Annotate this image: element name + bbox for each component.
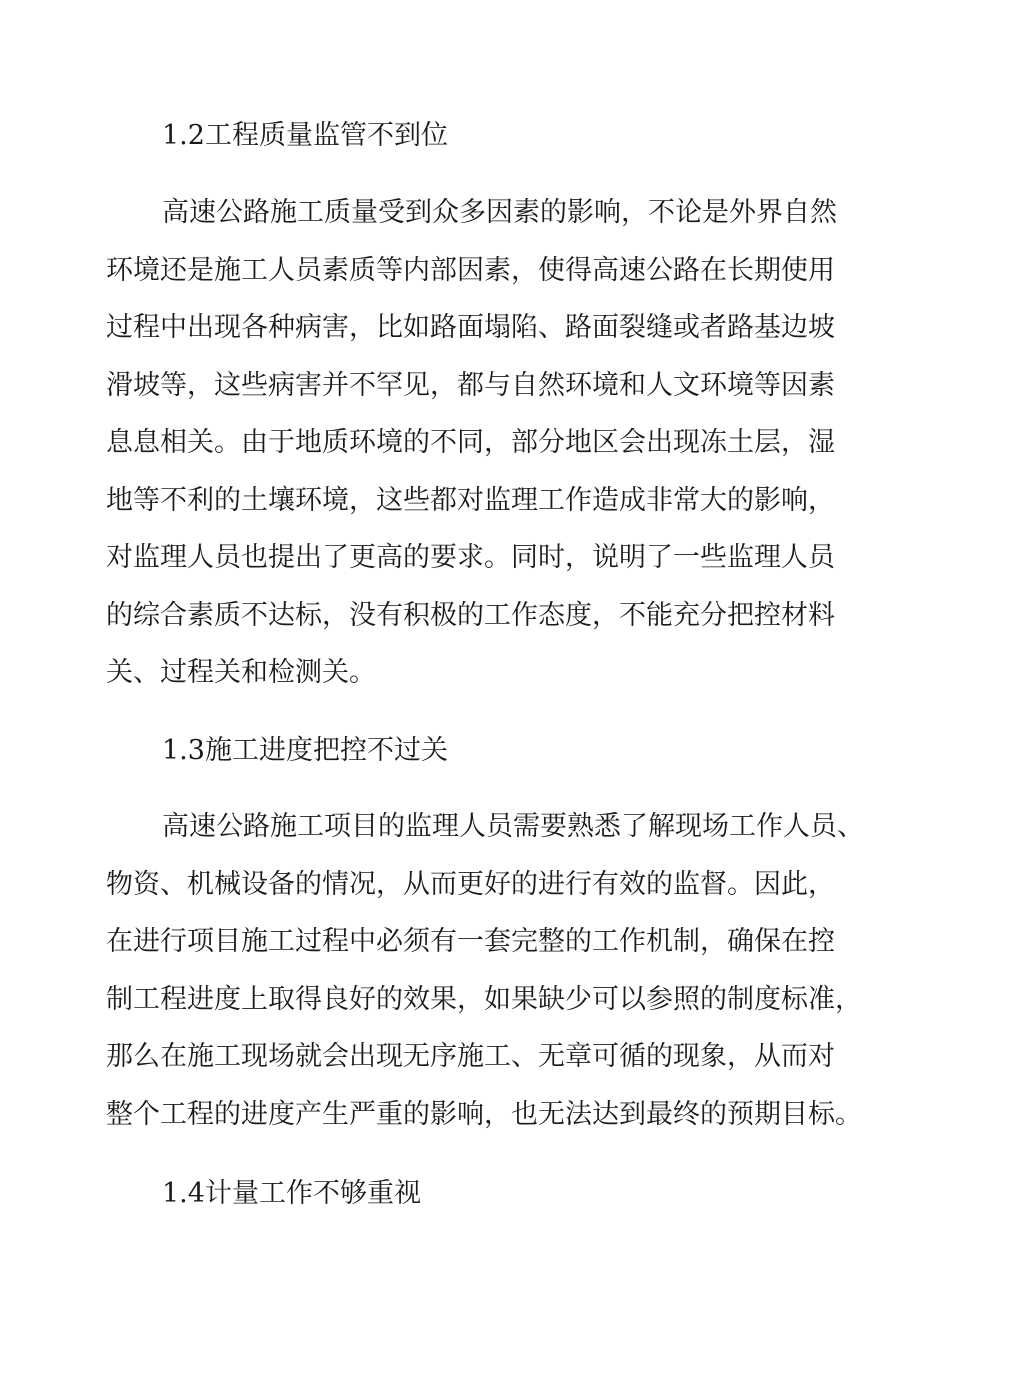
- paragraph-line: 过程中出现各种病害，比如路面塌陷、路面裂缝或者路基边坡: [106, 312, 835, 343]
- section-heading-1-3: 1.3施工进度把控不过关: [162, 735, 448, 766]
- section-paragraph-1-3: [106, 798, 896, 1143]
- paragraph-line: 对监理人员也提出了更高的要求。同时，说明了一些监理人员: [106, 542, 835, 573]
- paragraph-line: 环境还是施工人员素质等内部因素，使得高速公路在长期使用: [106, 254, 835, 286]
- paragraph-line: 在进行项目施工过程中必须有一套完整的工作机制，确保在控: [106, 926, 835, 957]
- section-heading-1-2: 1.2工程质量监管不到位: [162, 120, 448, 151]
- paragraph-line: 高速公路施工项目的监理人员需要熟悉了解现场工作人员、: [162, 811, 864, 842]
- paragraph-line: 滑坡等，这些病害并不罕见，都与自然环境和人文环境等因素: [106, 369, 835, 401]
- paragraph-line: 地等不利的土壤环境，这些都对监理工作造成非常大的影响，: [106, 484, 835, 516]
- paragraph-line: 息息相关。由于地质环境的不同，部分地区会出现冻土层，湿: [106, 427, 835, 458]
- paragraph-line: 关、过程关和检测关。: [106, 657, 376, 688]
- paragraph-line: 的综合素质不达标，没有积极的工作态度，不能充分把控材料: [106, 599, 835, 631]
- section-paragraph-1-2: [106, 184, 896, 702]
- paragraph-line: 那么在施工现场就会出现无序施工、无章可循的现象，从而对: [106, 1041, 835, 1072]
- paragraph-line: 物资、机械设备的情况，从而更好的进行有效的监督。因此，: [106, 868, 835, 900]
- paragraph-line: 高速公路施工质量受到众多因素的影响，不论是外界自然: [162, 197, 837, 228]
- paragraph-line: 制工程进度上取得良好的效果，如果缺少可以参照的制度标准，: [106, 983, 862, 1015]
- paragraph-line: 整个工程的进度产生严重的影响，也无法达到最终的预期目标。: [106, 1098, 862, 1130]
- section-heading-1-4: 1.4计量工作不够重视: [162, 1178, 421, 1209]
